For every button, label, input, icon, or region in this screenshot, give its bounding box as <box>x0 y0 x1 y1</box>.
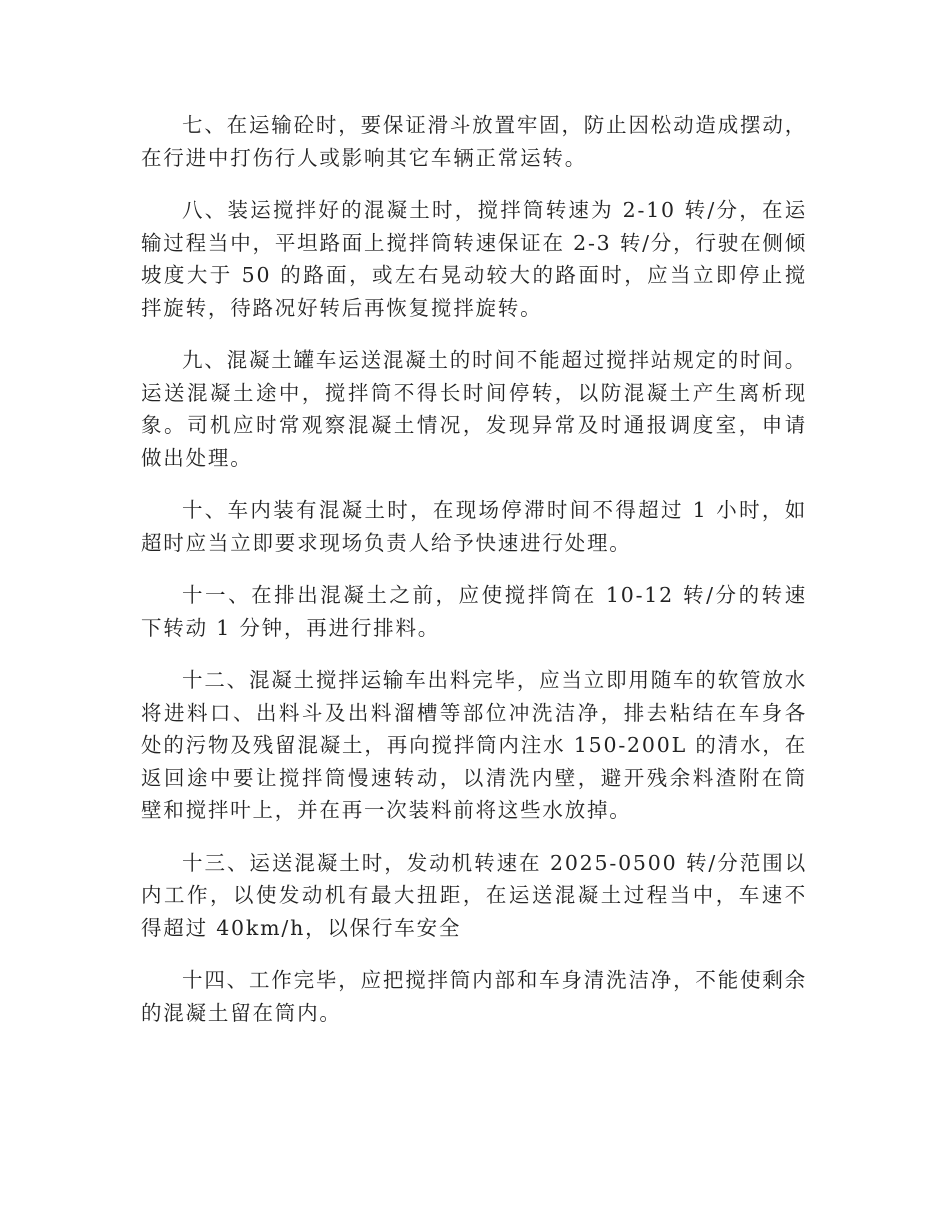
paragraph-12: 十二、混凝土搅拌运输车出料完毕，应当立即用随车的软管放水将进料口、出料斗及出料溜槽等部位冲洗洁净，排去粘结在车身各处的污物及残留混凝土，再向搅拌筒内注水 150-200L 的清水，在返回途中要让搅拌筒慢速转动，以清洗内壁，避开残余料渣附在筒壁和搅拌叶上，并在再一次装料前将这些水放掉。 <box>141 668 807 822</box>
paragraph-10: 十、车内装有混凝土时，在现场停滞时间不得超过 1 小时，如超时应当立即要求现场负责人给予快速进行处理。 <box>141 498 807 555</box>
paragraph-11: 十一、在排出混凝土之前，应使搅拌筒在 10-12 转/分的转速下转动 1 分钟，再进行排料。 <box>141 583 807 640</box>
paragraph-7: 七、在运输砼时，要保证滑斗放置牢固，防止因松动造成摆动，在行进中打伤行人或影响其它车辆正常运转。 <box>141 113 807 170</box>
paragraph-9: 九、混凝土罐车运送混凝土的时间不能超过搅拌站规定的时间。运送混凝土途中，搅拌筒不得长时间停转，以防混凝土产生离析现象。司机应时常观察混凝土情况，发现异常及时通报调度室，申请做出处理。 <box>141 348 807 470</box>
paragraph-8: 八、装运搅拌好的混凝土时，搅拌筒转速为 2-10 转/分，在运输过程当中，平坦路面上搅拌筒转速保证在 2-3 转/分，行驶在侧倾坡度大于 50 的路面，或左右晃动较大的路面时，应当立即停止搅拌旋转，待路况好转后再恢复搅拌旋转。 <box>141 198 807 320</box>
paragraph-13: 十三、运送混凝土时，发动机转速在 2025-0500 转/分范围以内工作，以使发动机有最大扭距，在运送混凝土过程当中，车速不得超过 40km/h，以保行车安全 <box>141 850 807 940</box>
document-body <box>141 109 807 1049</box>
paragraph-14: 十四、工作完毕，应把搅拌筒内部和车身清洗洁净，不能使剩余的混凝土留在筒内。 <box>141 968 807 1025</box>
